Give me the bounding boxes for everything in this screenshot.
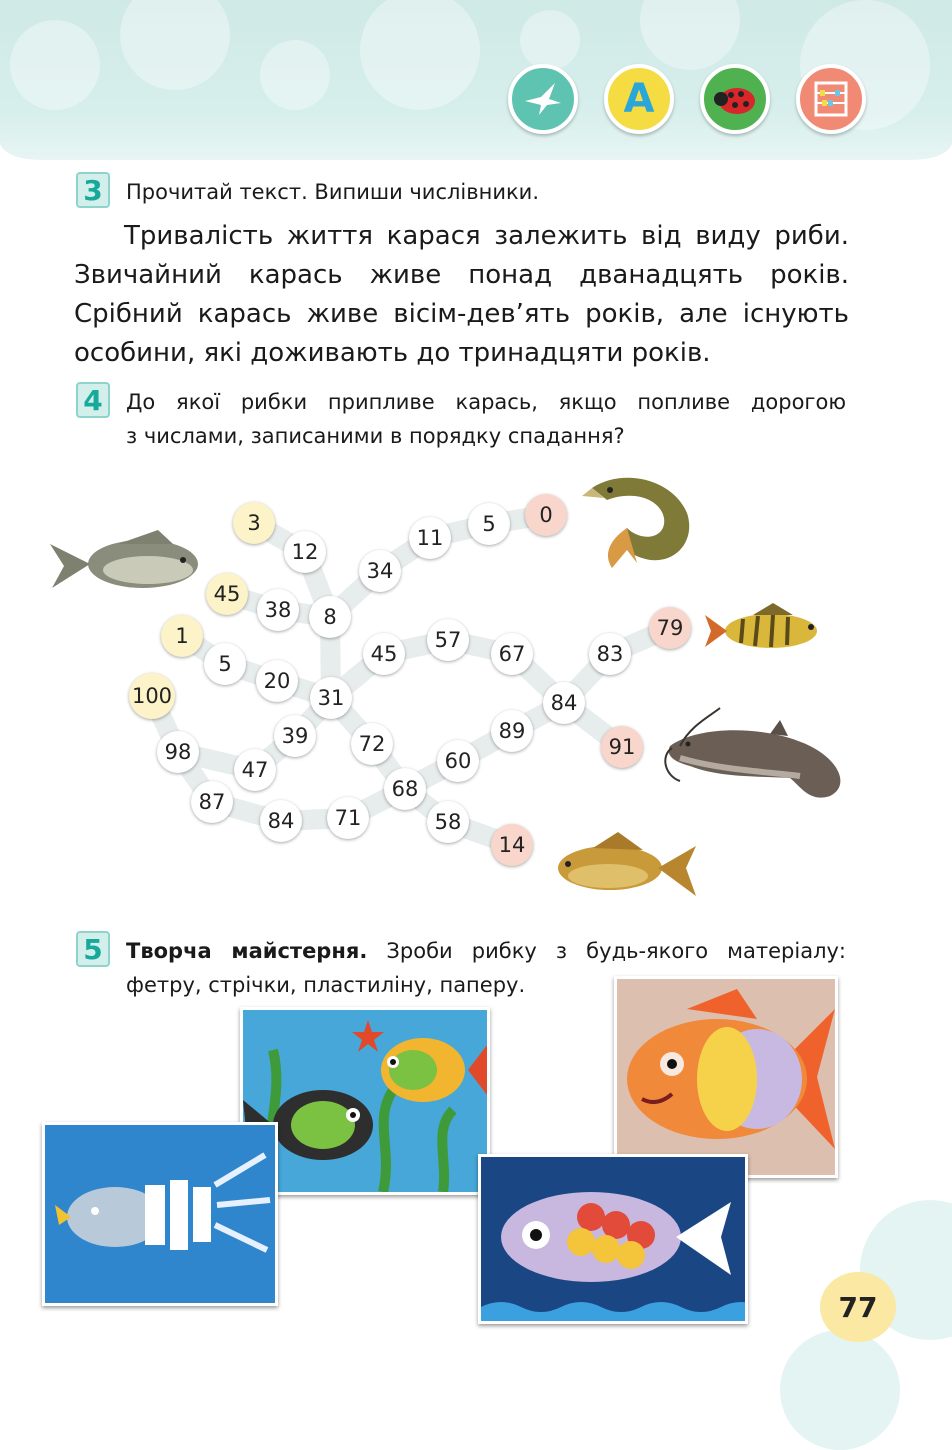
maze-node: 47 (234, 749, 276, 791)
task5-line1 (126, 934, 846, 968)
maze-node: 100 (129, 673, 175, 719)
corner-decoration (780, 1330, 900, 1450)
pike-icon (582, 468, 700, 578)
maze-node: 87 (191, 781, 233, 823)
letter-a-label: А (623, 76, 655, 122)
catfish-icon (660, 706, 855, 806)
carp-icon (548, 826, 698, 906)
maze-node: 79 (649, 607, 691, 649)
photo-ribbon-fish (42, 1122, 278, 1306)
maze-node: 98 (157, 731, 199, 773)
maze-node: 72 (351, 723, 393, 765)
task-number-3: 3 (76, 172, 110, 208)
maze-node: 34 (359, 550, 401, 592)
maze-node: 45 (206, 573, 248, 615)
task3-instruction: Прочитай текст. Випиши числівники. (126, 180, 540, 204)
maze-node: 20 (256, 660, 298, 702)
maze-node: 91 (601, 726, 643, 768)
maze-node: 83 (589, 633, 631, 675)
maze-node: 14 (491, 824, 533, 866)
perch-icon (703, 601, 828, 657)
maze-node: 71 (327, 797, 369, 839)
crucian-carp-icon (48, 522, 203, 602)
maze-node: 8 (309, 596, 351, 638)
maze-node: 67 (491, 633, 533, 675)
maze-node: 68 (384, 768, 426, 810)
photo-paper-fish (478, 1154, 748, 1324)
maze-node: 84 (543, 682, 585, 724)
maze-node: 11 (409, 517, 451, 559)
page-number: 77 (820, 1272, 896, 1342)
maze-node: 57 (427, 619, 469, 661)
task4-line2: з числами, записаними в порядку спадання? (126, 424, 625, 448)
task4-line1: До якої рибки припливе карась, якщо попливе дорогою (126, 390, 846, 414)
task-number-4: 4 (76, 382, 110, 418)
maze-node: 45 (363, 633, 405, 675)
task5-line1-rest: Зроби рибку з будь-якого матеріалу: (367, 939, 847, 963)
photo-plasticine-fish (614, 976, 838, 1178)
task5-line2: фетру, стрічки, пластиліну, паперу. (126, 973, 526, 997)
maze-node: 60 (437, 740, 479, 782)
maze-node: 5 (468, 503, 510, 545)
maze-node: 31 (310, 677, 352, 719)
maze-node: 89 (491, 710, 533, 752)
task-number-5: 5 (76, 931, 110, 967)
maze-node: 5 (204, 643, 246, 685)
maze-node: 58 (427, 801, 469, 843)
maze-node: 84 (260, 800, 302, 842)
maze-node: 39 (274, 715, 316, 757)
task5-title: Творча майстерня. (126, 939, 368, 963)
maze-node: 1 (161, 615, 203, 657)
maze-node: 12 (284, 531, 326, 573)
maze-node: 0 (525, 494, 567, 536)
maze-node: 3 (233, 502, 275, 544)
task3-paragraph: Тривалість життя карася залежить від виду риби. Звичайний карась живе понад дванадцять років. Срібний карась живе вісім-дев’ять років, але існують особини, які доживають до тринадцяти років. (74, 221, 849, 368)
maze-node: 38 (257, 589, 299, 631)
